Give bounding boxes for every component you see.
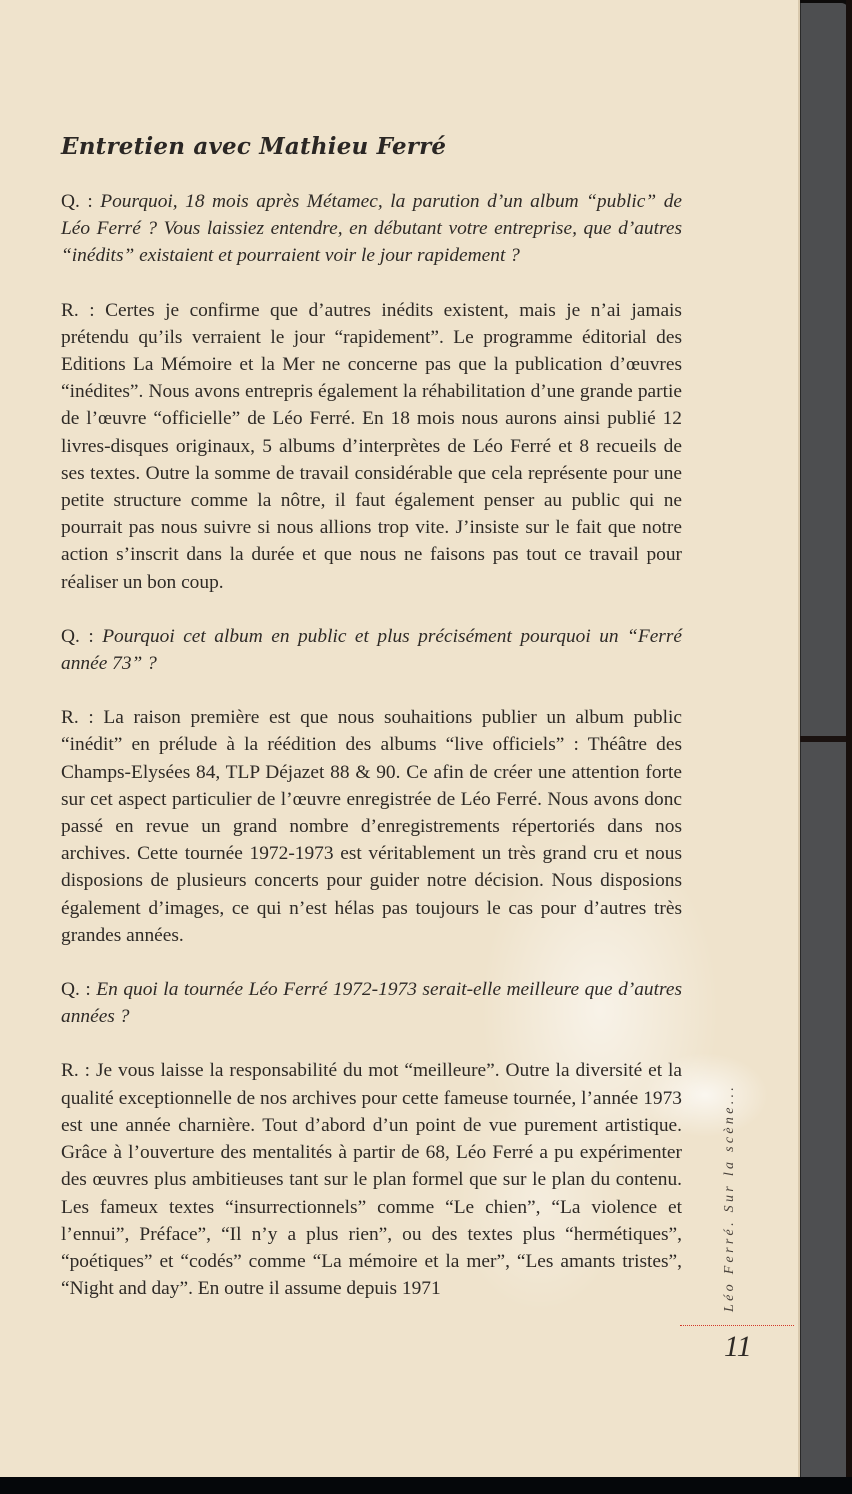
answer-3 [61,1057,682,1302]
answer-2 [61,704,682,949]
answer-prefix: R. : [61,1060,96,1082]
question-prefix: Q. : [61,979,97,1001]
question-2 [61,623,682,677]
question-3 [61,976,682,1030]
page-number: 11 [724,1330,752,1363]
cd-case-tray-upper [800,3,849,736]
question-text: Pourquoi cet album en public et plus précisément pourquoi un “Ferré année 73” ? [61,625,682,675]
article-title: Entretien avec Mathieu Ferré [61,133,447,160]
folio-divider [680,1325,794,1326]
cd-case-tray-lower [800,742,847,1477]
answer-text: La raison première est que nous souhaitions publier un album public “inédit” en prélude à la réédition des albums “live officiels” : Théâtre des Champs-Elysées 84, TLP Déjazet 88 & 90. Ce afin de créer une attention forte sur cet aspect particulier de l’œuvre enregistrée de Léo Ferré. Nous avons donc passé en revue un grand nombre d’enregistrements répertoriés dans nos archives. Cette tournée 1972-1973 est véritablement un très grand cru et nous disposions de plusieurs concerts pour guider notre décision. Nous disposions également d’images, ce qui n’est hélas pas toujours le cas pour d’autres très grandes années. [61,707,682,946]
question-prefix: Q. : [61,625,103,647]
question-1 [61,188,682,270]
answer-1 [61,297,682,596]
answer-text: Certes je confirme que d’autres inédits existent, mais je n’ai jamais prétendu qu’ils verraient le jour “rapidement”. Le programme éditorial des Editions La Mémoire et la Mer ne concerne pas que la publication d’œuvres “inédites”. Nous avons entrepris également la réhabilitation d’une grande partie de l’œuvre “officielle” de Léo Ferré. En 18 mois nous aurons ainsi publié 12 livres-disques originaux, 5 albums d’interprètes de Léo Ferré et 8 recueils de ses textes. Outre la somme de travail considérable que cela représente pour une petite structure comme la nôtre, il faut également penser au public qui ne pourrait pas nous suivre si nous allions trop vite. J’insiste sur le fait que notre action s’inscrit dans la durée et que nous ne faisons pas tout ce travail pour réaliser un bon coup. [61,299,682,593]
answer-text: Je vous laisse la responsabilité du mot “meilleure”. Outre la diversité et la qualité exceptionnelle de nos archives pour cette fameuse tournée, l’année 1973 est une année charnière. Tout d’abord d’un point de vue purement artistique. Grâce à l’ouverture des mentalités à partir de 68, Léo Ferré a pu expérimenter des œuvres plus ambitieuses tant sur le plan formel que sur le plan du contenu. Les fameux textes “insurrectionnels” comme “Le chien”, “La violence et l’ennui”, Préface”, “Il n’y a plus rien”, ou des textes plus “hermétiques”, “poétiques” et “codés” comme “La mémoire et la mer”, “Les amants tristes”, “Night and day”. En outre il assume depuis 1971 [61,1060,682,1300]
interview-article [61,132,682,1329]
question-text: En quoi la tournée Léo Ferré 1972-1973 serait-elle meilleure que d’autres années ? [61,979,682,1028]
answer-prefix: R. : [61,299,106,321]
running-head: Léo Ferré. Sur la scène... [722,1083,737,1312]
answer-prefix: R. : [61,707,104,729]
case-edge [846,0,852,1494]
scan-bottom-edge [0,1477,852,1494]
question-prefix: Q. : [61,191,101,212]
question-text: Pourquoi, 18 mois après Métamec, la parution d’un album “public” de Léo Ferré ? Vous laissiez entendre, en débutant votre entreprise, que d’autres “inédits” existaient et pourraient voir le jour rapidement ? [61,191,682,267]
